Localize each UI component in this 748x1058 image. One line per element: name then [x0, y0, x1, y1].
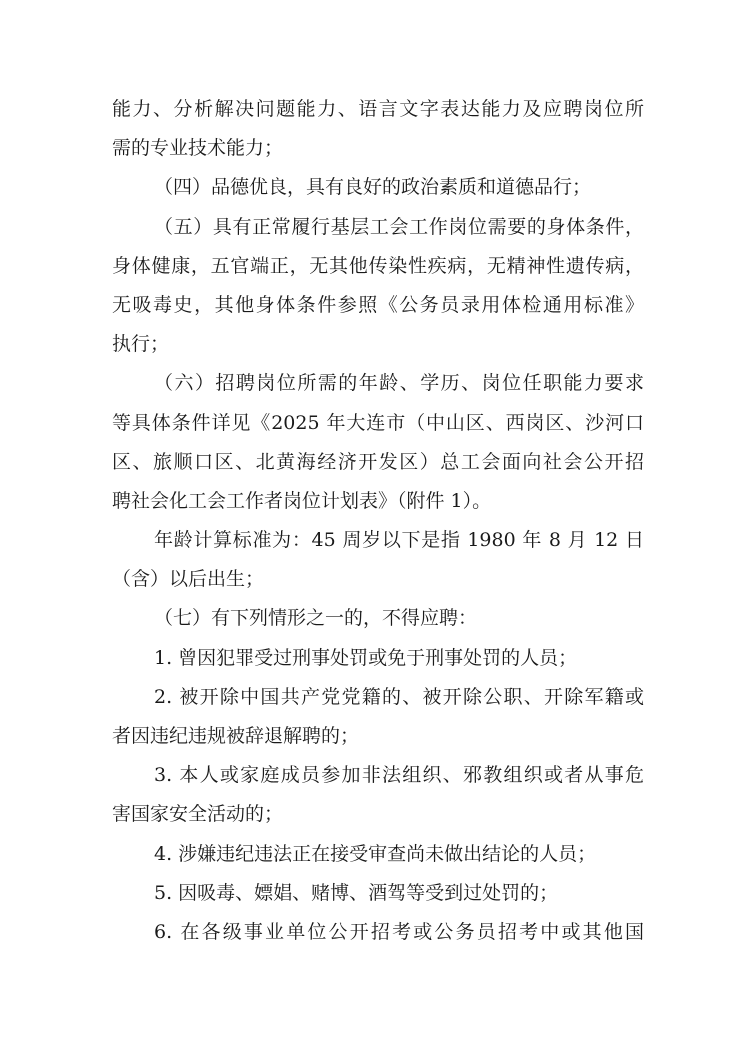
text-line: 能力、分析解决问题能力、语言文字表达能力及应聘岗位所 — [112, 98, 644, 120]
text-line: （四）品德优良，具有良好的政治素质和道德品行； — [154, 176, 592, 199]
text-line: 需的专业技术能力； — [112, 137, 284, 160]
document-body — [112, 90, 644, 952]
text-line: 等具体条件详见《2025 年大连市（中山区、西岗区、沙河口 — [112, 411, 644, 434]
text-line: 害国家安全活动的； — [112, 803, 284, 826]
text-line: 身体健康，五官端正，无其他传染性疾病，无精神性遗传病， — [112, 254, 644, 277]
text-line: 者因违纪违规被辞退解聘的； — [112, 725, 360, 747]
text-line: 2. 被开除中国共产党党籍的、被开除公职、开除军籍或 — [154, 685, 644, 708]
text-line: 聘社会化工会工作者岗位计划表》（附件 1）。 — [112, 489, 492, 512]
text-line: 年龄计算标准为：45 周岁以下是指 1980 年 8 月 12 日 — [154, 529, 644, 552]
text-line: （五）具有正常履行基层工会工作岗位需要的身体条件， — [154, 215, 644, 238]
text-line: 区、旅顺口区、北黄海经济开发区）总工会面向社会公开招 — [112, 450, 644, 473]
text-line: 无吸毒史，其他身体条件参照《公务员录用体检通用标准》 — [112, 293, 644, 316]
text-line: 执行； — [112, 333, 170, 356]
text-line: 3. 本人或家庭成员参加非法组织、邪教组织或者从事危 — [154, 764, 644, 787]
text-line: 6. 在各级事业单位公开招考或公务员招考中或其他国 — [154, 920, 644, 943]
text-line: 5. 因吸毒、嫖娼、赌博、酒驾等受到过处罚的； — [154, 881, 559, 904]
text-line: （六）招聘岗位所需的年龄、学历、岗位任职能力要求 — [154, 372, 644, 395]
text-line: （七）有下列情形之一的，不得应聘： — [154, 607, 478, 630]
text-line: 4. 涉嫌违纪违法正在接受审查尚未做出结论的人员； — [154, 842, 597, 865]
text-line: （含）以后出生； — [112, 568, 265, 591]
text-line: 1. 曾因犯罪受过刑事处罚或免于刑事处罚的人员； — [154, 646, 578, 669]
